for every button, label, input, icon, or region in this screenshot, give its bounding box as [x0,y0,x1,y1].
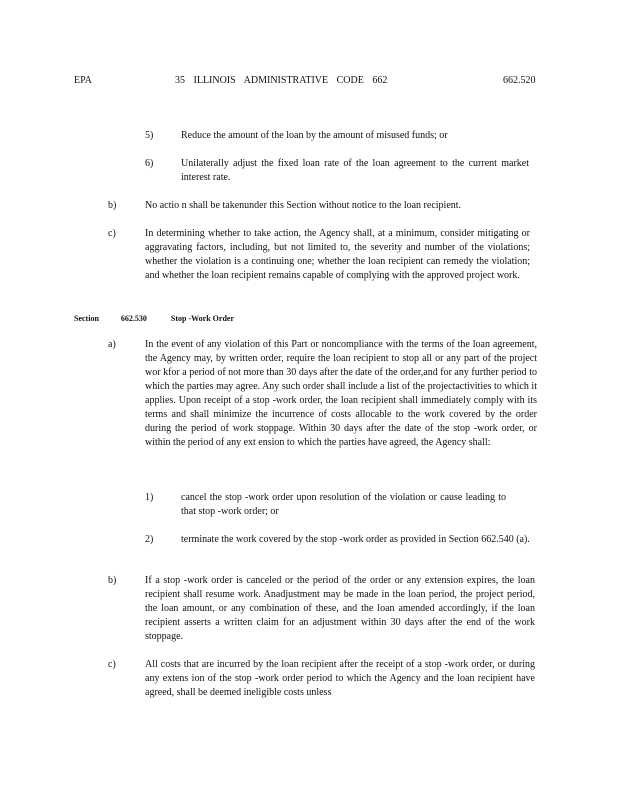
header-title: 35 ILLINOIS ADMINISTRATIVE CODE 662 [175,75,388,86]
section-number: 662.530 [120,314,147,323]
item-text: No actio n shall be takenunder this Section without notice to the loan recipient. [145,200,462,211]
item-label: b) [108,200,117,211]
item-text: cancel the stop -work order upon resolution of the violation or cause leading to that stop -work order; or [181,492,506,517]
item-label: 2) [145,534,154,545]
item-label: 5) [145,130,154,141]
item-label: a) [108,339,116,350]
item-text: Unilaterally adjust the fixed loan rate of the loan agreement to the current market interest rate. [181,158,529,183]
item-label: 6) [145,158,154,169]
item-label: b) [108,575,117,586]
item-text: terminate the work covered by the stop -work order as provided in Section 662.540 (a). [181,534,530,545]
header-section-number: 662.520 [503,75,536,86]
item-text: In the event of any violation of this Part or noncompliance with the terms of the loan agreement, the Agency may, by written order, require the loan recipient to stop all or any part of the project wor kfor a period of not more than 30 days after the date of the order,and for any further period to which the parties may agree. Any such order shall include a list of the projectactivities to which it applies. Upon receipt of a stop -work order, the loan recipient shall immediately comply with its terms and shall minimize the incurrence of costs allocable to the work covered by the order during the period of work stoppage. Within 30 days after the date of the stop -work order, or within the period of any ext ension to which the parties have agreed, the Agency shall: [145,339,537,448]
item-label: 1) [145,492,154,503]
item-text: If a stop -work order is canceled or the period of the order or any extension expires, the loan recipient shall resume work. Anadjustment may be made in the loan period, the project period, the loan amount, or any combination of these, and the loan amended accordingly, if the loan recipient asserts a written claim for an adjustment within 30 days after the end of the work stoppage. [145,575,535,642]
header-agency: EPA [74,75,92,86]
item-text: Reduce the amount of the loan by the amount of misused funds; or [181,130,448,141]
section-label: Section [74,314,99,323]
section-title: Stop -Work Order [170,314,234,323]
item-text: All costs that are incurred by the loan recipient after the receipt of a stop -work order, or during any extens ion of the stop -work order period to which the Agency and the loan recipient have agreed, shall be deemed ineligible costs unless [145,659,535,698]
item-text: In determining whether to take action, the Agency shall, at a minimum, consider mitigating or aggravating factors, including, but not limited to, the severity and number of the violations; whether the violation is a continuing one; whether the loan recipient can remedy the violation; and whether the loan recipient remains capable of complying with the approved project work. [145,228,530,281]
item-label: c) [108,228,116,239]
section-heading [74,312,234,326]
item-label: c) [108,659,116,670]
